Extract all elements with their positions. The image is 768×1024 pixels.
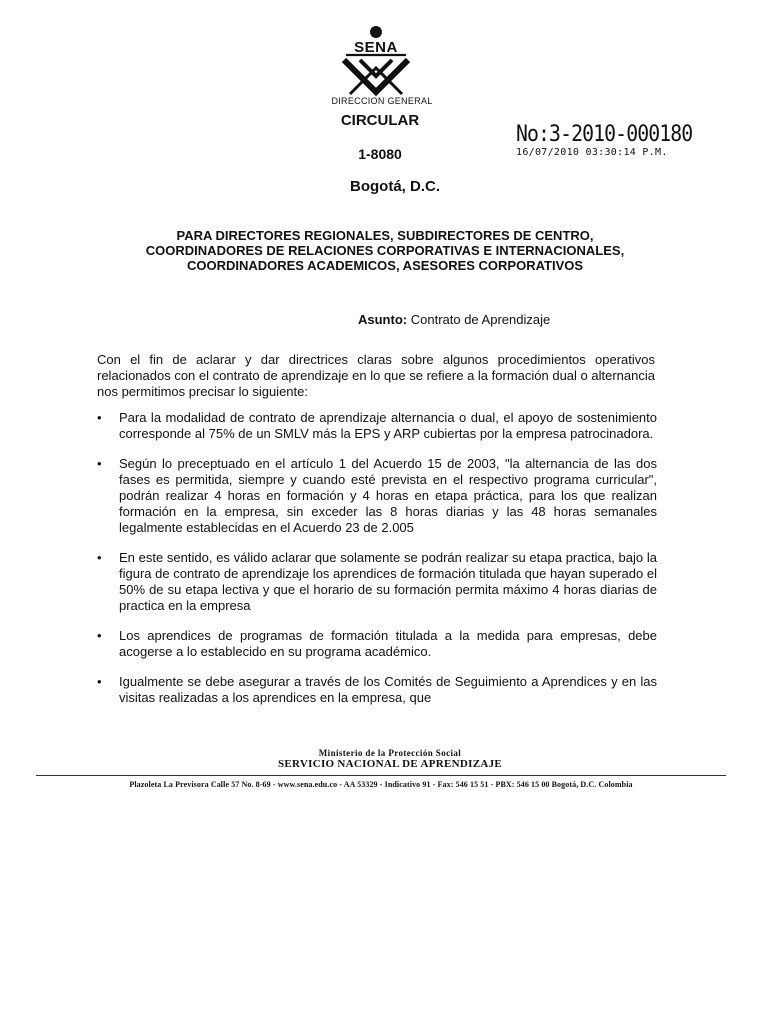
bullet-icon: • bbox=[97, 410, 102, 425]
circular-number: 1-8080 bbox=[358, 146, 402, 162]
footer-divider bbox=[36, 775, 726, 776]
footer-ministry: Ministerio de la Protección Social bbox=[318, 748, 462, 758]
list-item-text: Según lo preceptuado en el artículo 1 del Acuerdo 15 de 2003, "la alternancia de las dos fases es permitida, siempre y cuando esté prevista en el respectivo programa curricular", podrán realizar 4 horas en formación y 4 horas en etapa práctica, para los que realizan formación en la empresa, sin exceder las 8 horas diarias y las 48 horas semanales legalmente establecidas en el Acuerdo 23 de 2.005 bbox=[119, 456, 657, 535]
bullet-icon: • bbox=[97, 456, 102, 471]
bullet-list bbox=[97, 410, 657, 720]
list-item bbox=[97, 550, 657, 614]
city-line: Bogotá, D.C. bbox=[350, 178, 440, 195]
list-item-text: Los aprendices de programas de formación titulada a la medida para empresas, debe acogerse a lo establecido en su programa académico. bbox=[119, 628, 657, 659]
list-item bbox=[97, 674, 657, 706]
bullet-icon: • bbox=[97, 628, 102, 643]
bullet-icon: • bbox=[97, 550, 102, 565]
footer-address: Plazoleta La Previsora Calle 57 No. 8-69 - www.sena.edu.co - AA 53329 - Indicativo 91 - Fax: 546 15 51 - PBX: 546 15 00 Bogotá, D.C. Colombia bbox=[129, 780, 633, 789]
sena-logo bbox=[330, 22, 426, 100]
filing-stamp-datetime: 16/07/2010 03:30:14 P.M. bbox=[516, 147, 668, 158]
filing-stamp-number: No:3-2010-000180 bbox=[516, 122, 693, 147]
list-item-text: Para la modalidad de contrato de aprendizaje alternancia o dual, el apoyo de sostenimiento corresponde al 75% de un SMLV más la EPS y ARP cubiertas por la empresa patrocinadora. bbox=[119, 410, 657, 441]
document-type: CIRCULAR bbox=[340, 112, 420, 129]
list-item bbox=[97, 628, 657, 660]
subject-value: Contrato de Aprendizaje bbox=[410, 312, 551, 327]
department-name: DIRECCION GENERAL bbox=[331, 96, 433, 106]
recipients-heading: PARA DIRECTORES REGIONALES, SUBDIRECTORES DE CENTRO, COORDINADORES DE RELACIONES CORPORATIVAS E INTERNACIONALES, COORDINADORES ACADEMICOS, ASESORES CORPORATIVOS bbox=[145, 228, 625, 273]
list-item bbox=[97, 410, 657, 442]
bullet-icon: • bbox=[97, 674, 102, 689]
list-item bbox=[97, 456, 657, 536]
subject-label: Asunto: bbox=[358, 312, 408, 327]
footer-service-name: SERVICIO NACIONAL DE APRENDIZAJE bbox=[277, 758, 503, 770]
intro-paragraph: Con el fin de aclarar y dar directrices claras sobre algunos procedimientos operativos relacionados con el contrato de aprendizaje en lo que se refiere a la formación dual o alternancia nos permitimos precisar lo siguiente: bbox=[97, 352, 655, 399]
list-item-text: Igualmente se debe asegurar a través de los Comités de Seguimiento a Aprendices y en las visitas realizadas a los aprendices en la empresa, que bbox=[119, 674, 657, 705]
list-item-text: En este sentido, es válido aclarar que solamente se podrán realizar su etapa practica, bajo la figura de contrato de aprendizaje los aprendices de formación titulada que hayan superado el 50% de su etapa lectiva y que el horario de su formación permita máximo 4 horas diarias de practica en la empresa bbox=[119, 550, 657, 613]
svg-text:SENA: SENA bbox=[354, 39, 398, 56]
subject-line bbox=[358, 312, 550, 327]
